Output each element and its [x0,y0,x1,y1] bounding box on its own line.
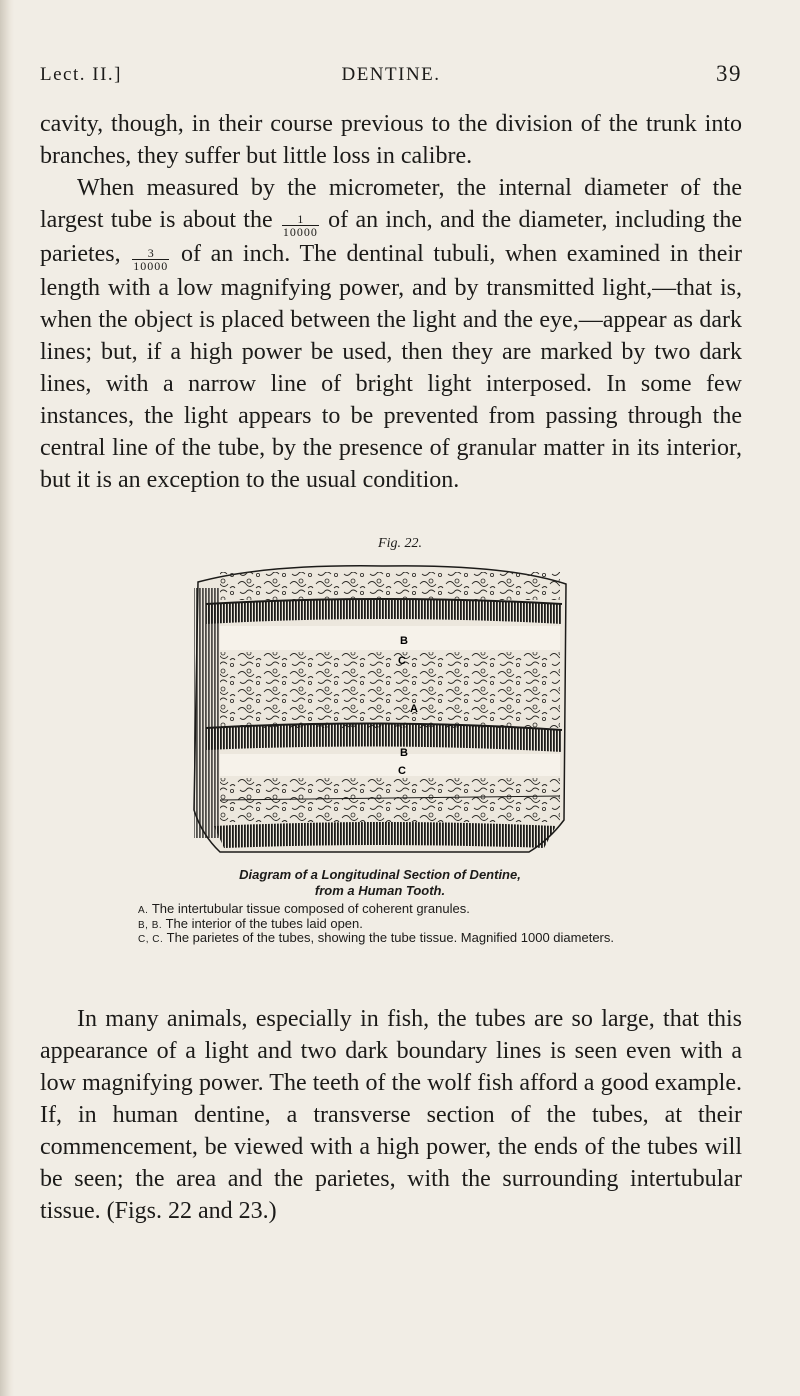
page-spine-shadow [0,0,14,1396]
text-run: of an inch, and the diameter, including the parietes, [40,207,743,267]
legend-key: B, B. [138,919,163,931]
paragraph-fish-tubes [40,1003,742,1227]
figure-caption [0,867,760,899]
dentine-section-diagram [184,560,578,860]
figure-legend [138,903,658,947]
header-title: DENTINE. [341,64,441,85]
fraction-total-diameter [132,247,169,272]
label-a: A [410,703,418,715]
legend-key: A. [138,905,149,916]
paragraph-text: In many animals, especially in fish, the tubes are so large, that this appearance of a light and two dark boundary lines is seen even with a low magnifying power. The teeth of the wolf fish afford a good example. If, in human dentine, a transverse section of the tubes, at their commencement, be viewed with a high power, the ends of the tubes will be seen; the area and the parietes, with the surrounding intertubular tissue. (Figs. 22 and 23.) [40,1006,742,1224]
legend-text: The parietes of the tubes, showing the tube tissue. Magnified 1000 diameters. [166,930,614,945]
label-c-lower: C [398,765,406,777]
label-b-upper: B [400,635,408,647]
legend-item [138,932,658,947]
fraction-numerator: 1 [282,213,319,226]
legend-key: C, C. [138,934,164,945]
text-run: When measured by the micrometer, the internal diameter of the largest tube is about the [40,175,742,233]
running-header [40,61,742,94]
paragraph-tubes-measurement [40,108,742,496]
paragraph-continuation: cavity, though, in their course previous to the division of the trunk into branches, they suffer but little loss in calibre. [40,111,742,169]
fraction-internal-diameter [282,213,319,238]
label-b-lower: B [400,747,408,759]
text-run: of an inch. The dentinal tubuli, when examined in their length with a low magnifying power, and by transmitted light,—that is, when the object is placed between the light and the eye,—appear as dark lines; but, if a high power be used, then they are marked by two dark lines, with a narrow line of bright light interposed. In some few instances, the light appears to be prevented from passing through the central line of the tube, by the presence of granular matter in its interior, but it is an exception to the usual condition. [40,241,743,493]
caption-line: from a Human Tooth. [314,883,446,898]
fraction-denominator: 10000 [282,225,318,239]
caption-line: Diagram of a Longitudinal Section of Dentine, [239,867,521,882]
header-lecture: Lect. II.] [40,64,122,85]
fraction-numerator: 3 [132,247,169,260]
label-c-upper: C [398,655,406,667]
fraction-denominator: 10000 [133,259,169,273]
page-number: 39 [716,61,742,86]
legend-text: The interior of the tubes laid open. [165,915,363,931]
paragraph-micrometer [40,172,742,496]
legend-text: The intertubular tissue composed of coherent granules. [151,901,470,916]
figure-label: Fig. 22. [378,536,422,551]
